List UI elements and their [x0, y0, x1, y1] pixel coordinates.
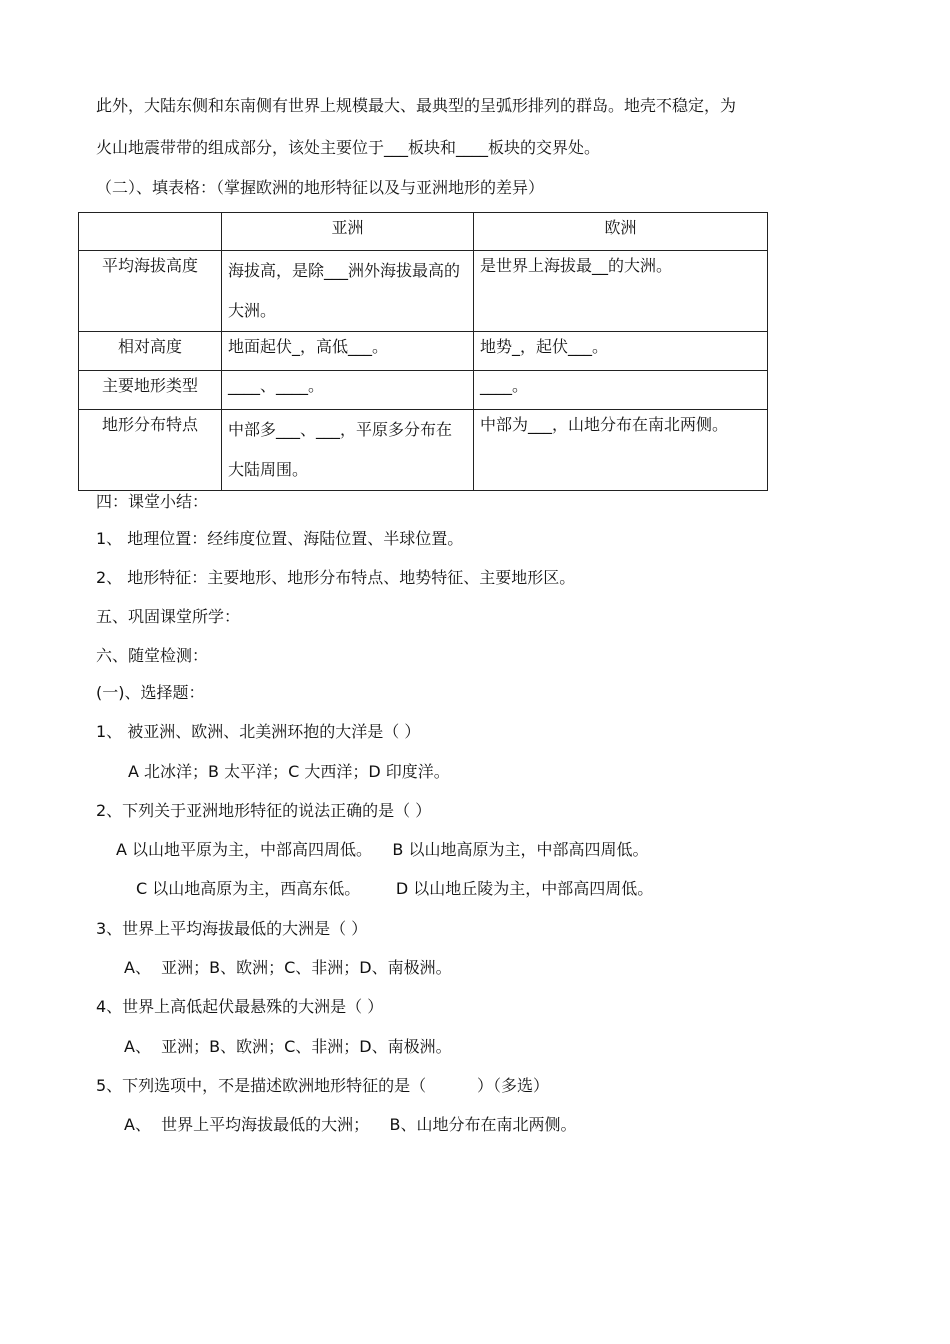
- question-3-stem: 3、世界上平均海拔最低的大洲是（ ）: [96, 919, 368, 938]
- table-header-row: [79, 213, 768, 251]
- intro-line-1: 此外，大陆东侧和东南侧有世界上规模最大、最典型的呈弧形排列的群岛。地壳不稳定，为: [96, 96, 737, 115]
- question-2-options-ab: A 以山地平原为主，中部高四周低。 B 以山地高原为主，中部高四周低。: [116, 840, 649, 859]
- table-row: [79, 371, 768, 410]
- question-2-options-cd: C 以山地高原为主，西高东低。 D 以山地丘陵为主，中部高四周低。: [136, 879, 654, 898]
- intro-line-2: 火山地震带带的组成部分，该处主要位于___板块和____板块的交界处。: [96, 138, 601, 157]
- asia-cell: 地面起伏_，高低___。: [222, 332, 474, 371]
- table-header-asia: 亚洲: [222, 213, 474, 251]
- question-1-options: A 北冰洋；B 太平洋；C 大西洋；D 印度洋。: [128, 762, 450, 781]
- summary-item-2: 2、 地形特征：主要地形、地形分布特点、地势特征、主要地形区。: [96, 568, 576, 587]
- row-label: 地形分布特点: [79, 410, 222, 491]
- asia-cell: 海拔高，是除___洲外海拔最高的大洲。: [222, 251, 474, 332]
- asia-cell: ____、____。: [222, 371, 474, 410]
- summary-item-1: 1、 地理位置：经纬度位置、海陆位置、半球位置。: [96, 529, 464, 548]
- row-label: 主要地形类型: [79, 371, 222, 410]
- question-5-options: A、 世界上平均海拔最低的大洲； B、山地分布在南北两侧。: [124, 1115, 577, 1134]
- section-six-heading: 六、随堂检测：: [96, 646, 209, 665]
- section-two-heading: （二）、填表格：（掌握欧洲的地形特征以及与亚洲地形的差异）: [96, 178, 545, 197]
- question-2-stem: 2、下列关于亚洲地形特征的说法正确的是（ ）: [96, 801, 432, 820]
- row-label: 平均海拔高度: [79, 251, 222, 332]
- asia-cell: 中部多___、___，平原多分布在大陆周围。: [222, 410, 474, 491]
- europe-cell: 中部为___，山地分布在南北两侧。: [474, 410, 768, 491]
- table-row: [79, 410, 768, 491]
- question-3-options: A、 亚洲；B、欧洲；C、非洲；D、南极洲。: [124, 958, 452, 977]
- table-row: [79, 332, 768, 371]
- summary-heading: 四：课堂小结：: [96, 492, 209, 511]
- question-1-stem: 1、 被亚洲、欧洲、北美洲环抱的大洋是（ ）: [96, 722, 421, 741]
- europe-cell: ____。: [474, 371, 768, 410]
- question-4-stem: 4、世界上高低起伏最悬殊的大洲是（ ）: [96, 997, 384, 1016]
- europe-cell: 是世界上海拔最__的大洲。: [474, 251, 768, 332]
- section-five-heading: 五、巩固课堂所学：: [96, 607, 241, 626]
- table-header-blank: [79, 213, 222, 251]
- question-4-options: A、 亚洲；B、欧洲；C、非洲；D、南极洲。: [124, 1037, 452, 1056]
- terrain-comparison-table: [78, 212, 768, 491]
- row-label: 相对高度: [79, 332, 222, 371]
- table-header-europe: 欧洲: [474, 213, 768, 251]
- question-5-stem: 5、下列选项中，不是描述欧洲地形特征的是（ ）（多选）: [96, 1076, 550, 1095]
- europe-cell: 地势_，起伏___。: [474, 332, 768, 371]
- table-row: [79, 251, 768, 332]
- choice-heading: (一)、选择题：: [96, 683, 205, 702]
